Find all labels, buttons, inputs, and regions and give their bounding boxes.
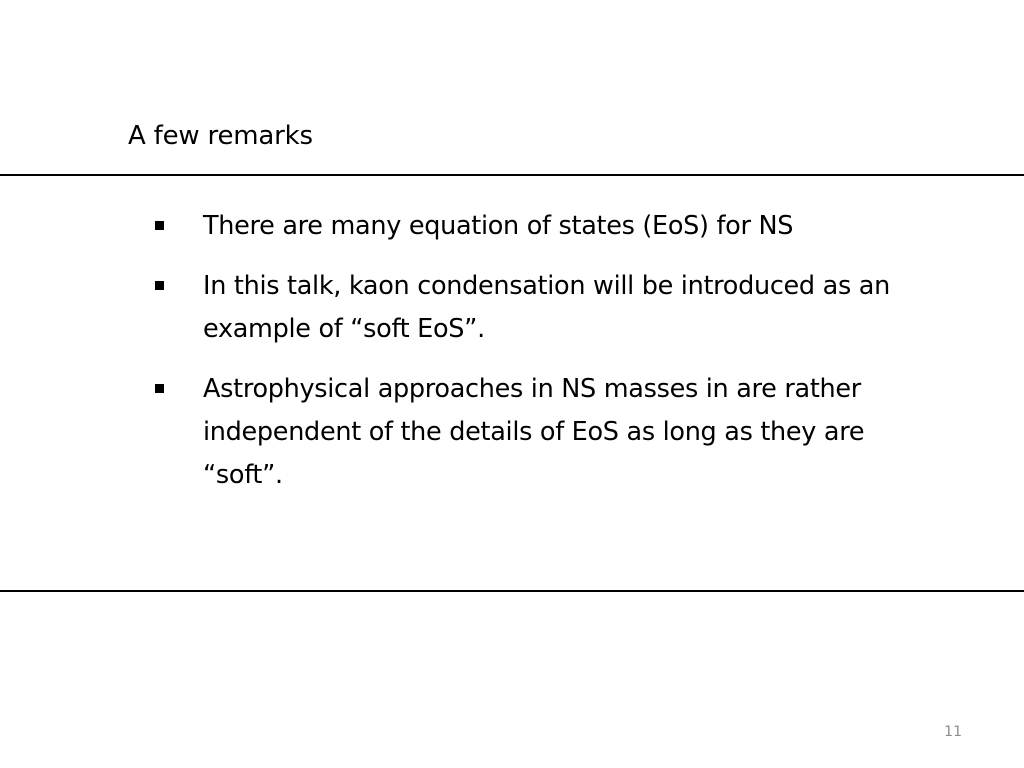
bullet-list — [150, 205, 950, 514]
bullet-text: In this talk, kaon condensation will be introduced as an example of “soft EoS”. — [203, 271, 890, 344]
page-number: 11 — [944, 724, 962, 740]
top-divider — [0, 174, 1024, 176]
slide-title: A few remarks — [128, 121, 313, 151]
square-bullet-icon — [155, 221, 164, 230]
bullet-item — [150, 368, 950, 497]
bullet-item — [150, 265, 950, 351]
square-bullet-icon — [155, 384, 164, 393]
square-bullet-icon — [155, 281, 164, 290]
bottom-divider — [0, 590, 1024, 592]
bullet-text: There are many equation of states (EoS) for NS — [203, 211, 794, 241]
bullet-text: Astrophysical approaches in NS masses in are rather independent of the details of EoS as long as they are “soft”. — [203, 374, 865, 490]
bullet-item — [150, 205, 950, 248]
